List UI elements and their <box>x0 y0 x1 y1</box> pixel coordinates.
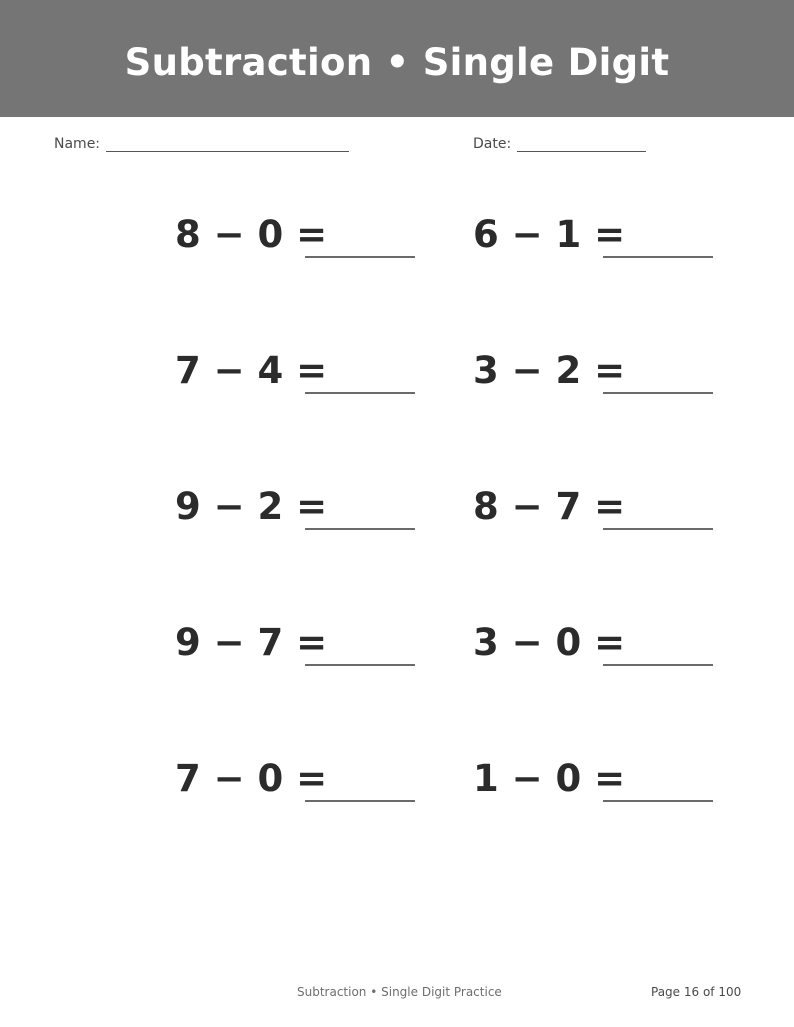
problem-7 <box>175 621 435 681</box>
answer-blank[interactable] <box>305 392 415 394</box>
problem-4 <box>473 349 733 409</box>
page-header <box>0 0 794 117</box>
problem-2 <box>473 213 733 273</box>
problem-10 <box>473 757 733 817</box>
name-label: Name: <box>54 136 101 152</box>
answer-blank[interactable] <box>603 528 713 530</box>
answer-blank[interactable] <box>305 800 415 802</box>
answer-blank[interactable] <box>305 664 415 666</box>
problem-5 <box>175 485 435 545</box>
problem-expression: 6 − 1 = <box>473 213 626 256</box>
page-title: Subtraction • Single Digit <box>124 41 670 84</box>
problem-1 <box>175 213 435 273</box>
problem-expression: 8 − 7 = <box>473 485 626 528</box>
problem-expression: 3 − 0 = <box>473 621 626 664</box>
problem-6 <box>473 485 733 545</box>
problem-9 <box>175 757 435 817</box>
problem-expression: 9 − 2 = <box>175 485 328 528</box>
problem-8 <box>473 621 733 681</box>
problem-expression: 1 − 0 = <box>473 757 626 800</box>
problem-expression: 7 − 4 = <box>175 349 328 392</box>
answer-blank[interactable] <box>305 256 415 258</box>
answer-blank[interactable] <box>603 664 713 666</box>
problem-expression: 8 − 0 = <box>175 213 328 256</box>
problem-expression: 9 − 7 = <box>175 621 328 664</box>
answer-blank[interactable] <box>603 800 713 802</box>
answer-blank[interactable] <box>305 528 415 530</box>
date-field[interactable] <box>517 151 646 152</box>
problem-3 <box>175 349 435 409</box>
name-field[interactable] <box>106 151 349 152</box>
date-label: Date: <box>473 136 512 152</box>
problem-expression: 3 − 2 = <box>473 349 626 392</box>
answer-blank[interactable] <box>603 392 713 394</box>
problem-expression: 7 − 0 = <box>175 757 328 800</box>
page-number: Page 16 of 100 <box>651 985 742 999</box>
footer-title: Subtraction • Single Digit Practice <box>297 985 502 999</box>
answer-blank[interactable] <box>603 256 713 258</box>
